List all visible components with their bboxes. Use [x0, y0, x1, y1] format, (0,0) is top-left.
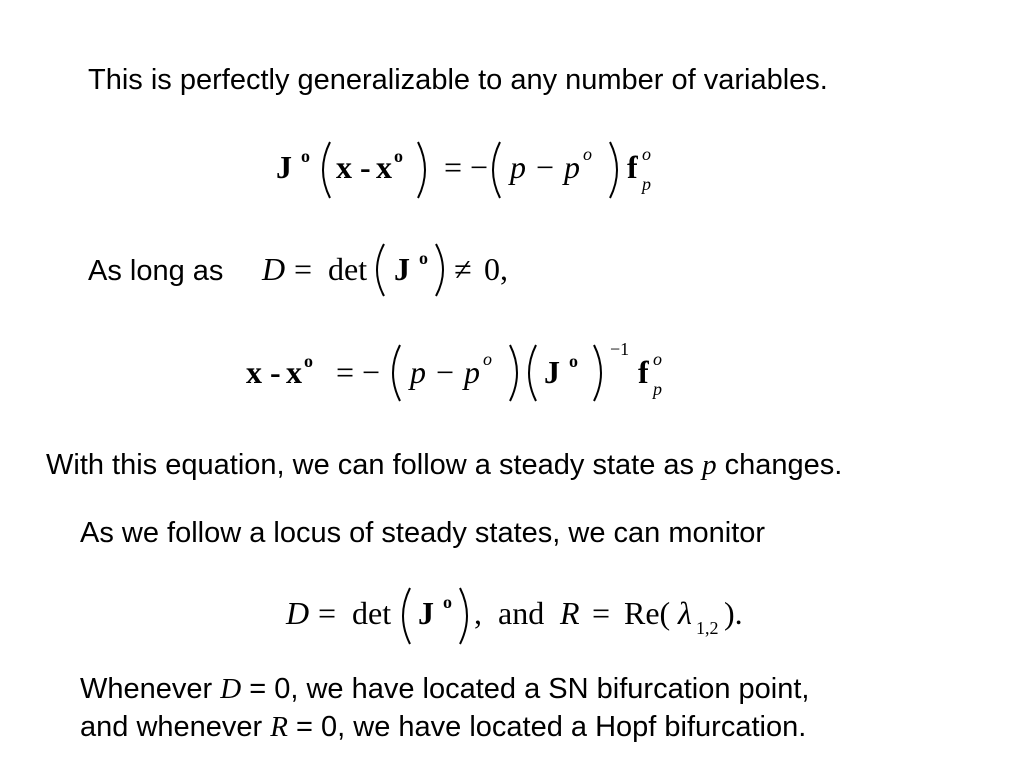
eq1-lparen-2: [493, 142, 500, 198]
eq4-comma: ,: [474, 595, 482, 631]
eq3-rparen-1: [510, 345, 517, 401]
eq4-det: det: [352, 595, 392, 631]
eq3-p2: p: [464, 354, 480, 390]
when1-var-D: D: [220, 673, 242, 705]
eq1-x: x: [336, 149, 352, 185]
when2-pre: and whenever: [80, 711, 271, 743]
eq3-J-sup: o: [569, 351, 578, 371]
intro-text: This is perfectly generalizable to any number of variables.: [88, 64, 828, 96]
eq1-J-sup: o: [301, 146, 310, 166]
eq3-equals: =: [336, 354, 355, 390]
eq1-p2: p: [564, 149, 580, 185]
when2-var-R: R: [270, 711, 288, 743]
as-long-as-text: As long as: [88, 255, 224, 287]
eq3-rparen-2: [594, 345, 601, 401]
eq1-p2-sup: o: [583, 144, 592, 164]
when1-pre: Whenever: [80, 673, 221, 705]
equation-steady-state-update: [240, 335, 680, 409]
eq1-J: J: [276, 149, 292, 185]
eq1-f-sup: o: [642, 144, 651, 164]
eq3-lparen-2: [529, 345, 536, 401]
eq4-re: Re(: [624, 595, 671, 631]
eq4-and: and: [498, 595, 545, 631]
eq2-neq: ≠: [454, 251, 472, 287]
eq3-J: J: [544, 354, 560, 390]
follow-var-p: p: [702, 449, 717, 481]
whenever-line-1: [80, 672, 809, 706]
equation-jacobian-linear: [270, 136, 710, 206]
eq1-equals: =: [444, 149, 463, 185]
eq3-x2: x: [286, 354, 302, 390]
eq1-rparen-1: [418, 142, 425, 198]
eq4-J: J: [418, 595, 434, 631]
eq2-equals: =: [294, 251, 313, 287]
eq2-J: J: [394, 251, 410, 287]
eq3-minus: −: [436, 354, 455, 390]
follow-post: changes.: [716, 449, 843, 481]
equation-monitor-quantities: [282, 584, 762, 648]
eq4-J-sup: o: [443, 592, 452, 612]
eq3-inverse: −1: [610, 339, 630, 359]
eq4-R: R: [560, 595, 580, 631]
eq1-lparen-1: [323, 142, 330, 198]
eq1-dash: -: [360, 149, 371, 185]
eq1-x2: x: [376, 149, 392, 185]
eq1-f-sub: p: [642, 174, 651, 194]
follow-pre: With this equation, we can follow a steady state as: [46, 449, 703, 481]
eq2-D: D: [262, 251, 286, 287]
eq3-p2-sup: o: [483, 349, 492, 369]
whenever-line-2: [80, 710, 806, 744]
eq4-lparen: [403, 588, 410, 644]
eq4-close: ).: [724, 595, 743, 631]
eq4-sub: 1,2: [696, 618, 719, 638]
eq2-lparen: [377, 244, 384, 296]
eq2-det: det: [328, 251, 368, 287]
eq3-f-sup: o: [653, 349, 662, 369]
equation-determinant-condition: [258, 238, 528, 302]
eq3-lparen-1: [393, 345, 400, 401]
eq2-rparen: [436, 244, 443, 296]
eq3-x: x: [246, 354, 262, 390]
eq2-J-sup: o: [419, 248, 428, 268]
eq1-p: p: [510, 149, 526, 185]
eq1-neg: −: [470, 149, 489, 185]
eq1-f: f: [627, 149, 638, 185]
eq4-equals-2: =: [592, 595, 611, 631]
eq4-D: D: [286, 595, 310, 631]
eq3-x2-sup: o: [304, 351, 313, 371]
eq3-dash: -: [270, 354, 281, 390]
eq1-rparen-2: [610, 142, 617, 198]
eq3-p: p: [410, 354, 426, 390]
follow-text: [46, 448, 842, 482]
locus-text: As we follow a locus of steady states, we can monitor: [80, 517, 766, 549]
eq4-equals: =: [318, 595, 337, 631]
eq3-neg: −: [362, 354, 381, 390]
when2-post: = 0, we have located a Hopf bifurcation.: [287, 711, 807, 743]
eq3-f: f: [638, 354, 649, 390]
when1-post: = 0, we have located a SN bifurcation point,: [241, 673, 810, 705]
eq1-x2-sup: o: [394, 146, 403, 166]
eq4-lambda: λ: [678, 595, 692, 631]
eq4-rparen: [460, 588, 467, 644]
eq1-minus: −: [536, 149, 555, 185]
eq2-zero: 0,: [484, 251, 508, 287]
eq3-f-sub: p: [653, 379, 662, 399]
